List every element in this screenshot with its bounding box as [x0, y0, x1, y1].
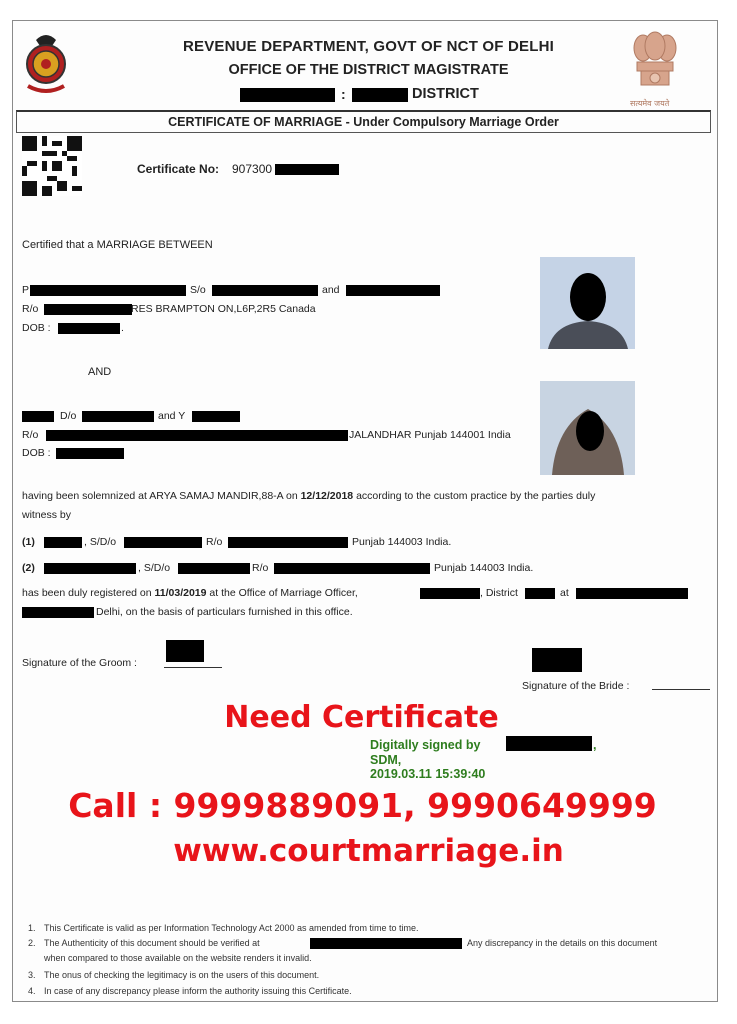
- certificate-title: CERTIFICATE OF MARRIAGE - Under Compulsory Marriage Order: [16, 110, 711, 133]
- redaction: [46, 430, 348, 441]
- redaction: [30, 285, 186, 296]
- bride-signature-label: Signature of the Bride :: [522, 680, 630, 692]
- promo-website: www.courtmarriage.in: [173, 833, 564, 869]
- intro-text: Certified that a MARRIAGE BETWEEN: [22, 239, 213, 251]
- redaction: [178, 563, 250, 574]
- groom-signature-line: [164, 667, 222, 668]
- solemnized-prefix: having been solemnized at ARYA SAMAJ MANDIR,88-A on: [22, 490, 301, 502]
- bride-dob-label: DOB :: [22, 447, 51, 459]
- redaction: [310, 938, 462, 949]
- solemnized-date: 12/12/2018: [300, 490, 354, 502]
- redaction: [22, 411, 54, 422]
- note-text-continued: when compared to those available on the website renders it invalid.: [44, 953, 312, 963]
- solemnized-line2: witness by: [22, 509, 72, 521]
- certificate-no-label: Certificate No:: [137, 162, 220, 176]
- bride-photo: [540, 381, 635, 475]
- registered-at-label: at: [560, 587, 569, 599]
- redaction: [166, 640, 204, 662]
- witness-1-sdo: , S/D/o: [84, 536, 117, 548]
- registered-mid: at the Office of Marriage Officer,: [206, 587, 358, 599]
- bride-address: JALANDHAR Punjab 144001 India: [349, 429, 511, 441]
- note-number: 2.: [28, 938, 36, 948]
- note-number: 1.: [28, 923, 36, 933]
- header-department: REVENUE DEPARTMENT, GOVT OF NCT OF DELHI: [182, 38, 555, 55]
- bride-signature-line: [652, 689, 710, 690]
- redaction: [576, 588, 688, 599]
- digital-timestamp: 2019.03.11 15:39:40: [370, 767, 486, 781]
- witness-1-number: (1): [22, 536, 35, 548]
- witness-1-address: Punjab 144003 India.: [352, 536, 452, 548]
- witness-2-address: Punjab 144003 India.: [434, 562, 534, 574]
- registered-date: 11/03/2019: [154, 587, 207, 599]
- groom-initial: P: [22, 284, 30, 296]
- redaction: [82, 411, 154, 422]
- note-text-tail: Any discrepancy in the details on this document: [467, 938, 658, 948]
- qr-code-icon: [22, 136, 82, 196]
- bride-do-label: D/o: [60, 410, 77, 422]
- promo-need-certificate: Need Certificate: [224, 700, 499, 735]
- solemnized-suffix: according to the custom practice by the parties duly: [353, 490, 596, 502]
- groom-photo: [540, 257, 635, 349]
- bride-and-label: and Y: [158, 410, 186, 422]
- groom-ro-label: R/o: [22, 303, 39, 315]
- redaction: [228, 537, 348, 548]
- registered-line1: [22, 587, 358, 599]
- redaction: [44, 563, 136, 574]
- groom-so-label: S/o: [190, 284, 206, 296]
- header-separator: :: [341, 86, 346, 102]
- note-text: This Certificate is valid as per Information Technology Act 2000 as amended from time to time.: [44, 923, 419, 933]
- redaction: [58, 323, 120, 334]
- note-number: 4.: [28, 986, 36, 996]
- digital-signed-comma: ,: [593, 738, 597, 752]
- redaction: [532, 648, 582, 672]
- digital-sdm: SDM,: [370, 753, 402, 767]
- digital-signed-by: Digitally signed by: [370, 738, 481, 752]
- and-separator: AND: [88, 366, 112, 378]
- witness-2-ro: R/o: [252, 562, 269, 574]
- redaction: [240, 88, 335, 102]
- redaction: [525, 588, 555, 599]
- groom-and-label: and: [322, 284, 340, 296]
- groom-dob-label: DOB :: [22, 322, 51, 334]
- header-district: DISTRICT: [412, 86, 479, 102]
- groom-address: RES BRAMPTON ON,L6P,2R5 Canada: [131, 303, 316, 315]
- certificate-no-value: 907300: [232, 162, 273, 176]
- redaction: [506, 736, 592, 751]
- witness-2-sdo: , S/D/o: [138, 562, 171, 574]
- note-text: The Authenticity of this document should be verified at: [44, 938, 260, 948]
- bride-ro-label: R/o: [22, 429, 39, 441]
- promo-phone: Call : 9999889091, 9990649999: [68, 786, 657, 825]
- note-text: The onus of checking the legitimacy is on the users of this document.: [44, 970, 320, 980]
- groom-dob-dot: .: [121, 322, 124, 334]
- groom-signature-label: Signature of the Groom :: [22, 657, 137, 669]
- redaction: [56, 448, 124, 459]
- note-number: 3.: [28, 970, 36, 980]
- redaction: [346, 285, 440, 296]
- redaction: [352, 88, 408, 102]
- redaction: [275, 164, 339, 175]
- solemnized-line1: [22, 490, 595, 502]
- redaction: [124, 537, 202, 548]
- header-office: OFFICE OF THE DISTRICT MAGISTRATE: [228, 62, 509, 78]
- registered-line2: Delhi, on the basis of particulars furnished in this office.: [96, 606, 353, 618]
- redaction: [44, 537, 82, 548]
- redaction: [212, 285, 318, 296]
- registered-district-label: , District: [480, 587, 518, 599]
- redaction: [420, 588, 480, 599]
- witness-1-ro: R/o: [206, 536, 223, 548]
- redaction: [274, 563, 430, 574]
- emblem-motto: सत्यमेव जयते: [630, 99, 670, 108]
- redaction: [22, 607, 94, 618]
- redaction: [192, 411, 240, 422]
- redaction: [44, 304, 132, 315]
- note-text: In case of any discrepancy please inform the authority issuing this Certificate.: [44, 986, 352, 996]
- witness-2-number: (2): [22, 562, 35, 574]
- registered-prefix: has been duly registered on: [22, 587, 155, 599]
